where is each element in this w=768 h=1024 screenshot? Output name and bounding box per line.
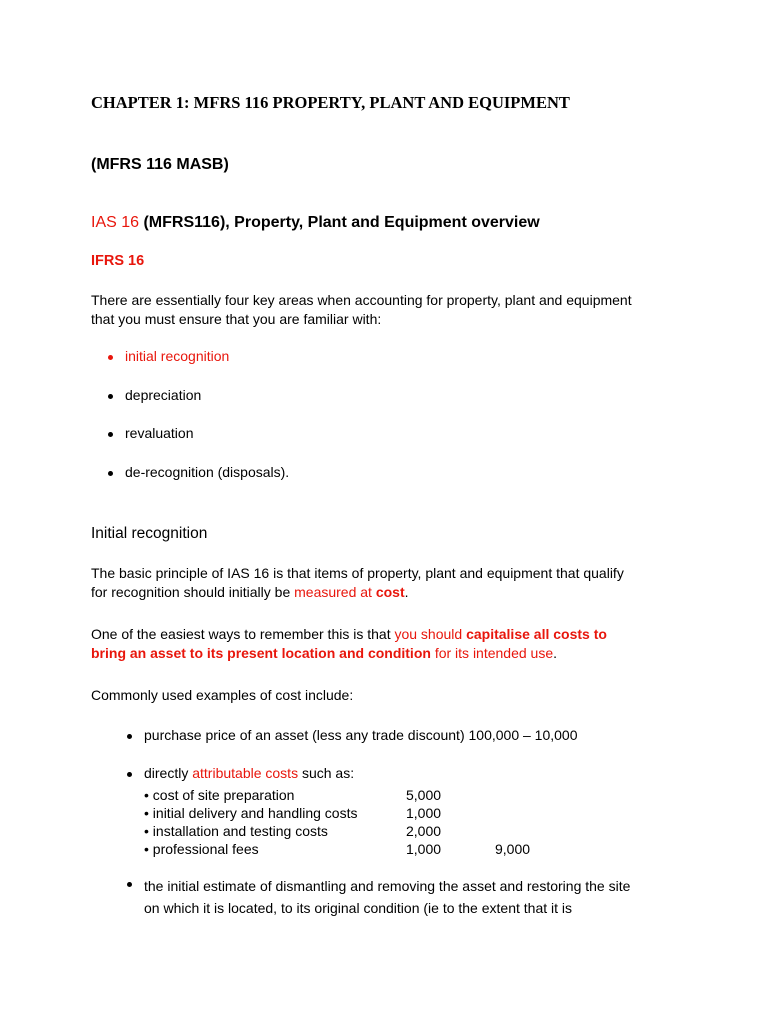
overview-heading (91, 214, 540, 232)
dismantling-line: on which it is located, to its original condition (ie to the extent that it is (144, 900, 573, 916)
intro-line: that you must ensure that you are familiar with: (91, 310, 382, 327)
attributable-text: such as: (298, 765, 355, 781)
principle-paragraph (91, 564, 624, 601)
intended-use-text: for its intended use (430, 644, 554, 661)
principle-line (91, 583, 624, 602)
bullet-dot (108, 432, 113, 437)
remember-line (91, 625, 607, 644)
location-condition-text: bring an asset to its present location and condition (91, 644, 431, 661)
attributable-costs-item (144, 765, 354, 781)
intro-line: There are essentially four key areas when accounting for property, plant and equipment (91, 292, 632, 308)
chapter-title: CHAPTER 1: MFRS 116 PROPERTY, PLANT AND EQUIPMENT (91, 93, 570, 112)
cost-item-amount: 5,000 (406, 787, 442, 803)
initial-recognition-heading: Initial recognition (91, 525, 208, 542)
list-item: initial recognition (125, 348, 230, 364)
bullet-dot (108, 394, 113, 399)
cost-item-label: • initial delivery and handling costs (144, 805, 358, 821)
bullet-dot (127, 734, 132, 739)
cost-item-amount: 1,000 (406, 805, 442, 821)
purchase-price-item: purchase price of an asset (less any trade discount) 100,000 – 10,000 (144, 727, 578, 743)
cost-item-amount: 1,000 (406, 841, 442, 857)
bullet-dot (108, 471, 113, 476)
capitalise-text: capitalise all costs to (466, 626, 607, 642)
attributable-costs-term: attributable costs (192, 765, 299, 781)
list-item: depreciation (125, 387, 202, 403)
principle-line: The basic principle of IAS 16 is that items of property, plant and equipment that qualify (91, 565, 624, 581)
list-item: revaluation (125, 425, 194, 441)
ifrs-16-label: IFRS 16 (91, 253, 145, 269)
dismantling-item (144, 875, 630, 919)
cost-total: 9,000 (495, 841, 531, 857)
overview-heading-text: (MFRS116), Property, Plant and Equipment overview (139, 214, 540, 231)
remember-paragraph (91, 625, 607, 662)
remember-line (91, 644, 607, 663)
bullet-dot (127, 772, 132, 777)
examples-intro: Commonly used examples of cost include: (91, 687, 354, 703)
cost-item-label: • installation and testing costs (144, 823, 328, 839)
period: . (553, 644, 558, 661)
principle-text: for recognition should initially be (91, 583, 295, 600)
cost-item-label: • cost of site preparation (144, 787, 295, 803)
cost-keyword: cost (375, 583, 405, 600)
list-item: de-recognition (disposals). (125, 464, 290, 480)
remember-text: One of the easiest ways to remember this is that (91, 626, 395, 642)
bullet-dot (127, 882, 132, 887)
standard-subtitle: (MFRS 116 MASB) (91, 156, 229, 173)
attributable-text: directly (144, 765, 193, 781)
remember-red-text: you should (394, 626, 467, 642)
intro-paragraph (91, 291, 632, 328)
cost-item-amount: 2,000 (406, 823, 442, 839)
dismantling-line: the initial estimate of dismantling and removing the asset and restoring the site (144, 878, 631, 894)
bullet-dot (108, 355, 113, 360)
ias-16-label: IAS 16 (91, 214, 140, 231)
cost-item-label: • professional fees (144, 841, 259, 857)
measured-at-text: measured at (294, 583, 376, 600)
period: . (404, 583, 409, 600)
